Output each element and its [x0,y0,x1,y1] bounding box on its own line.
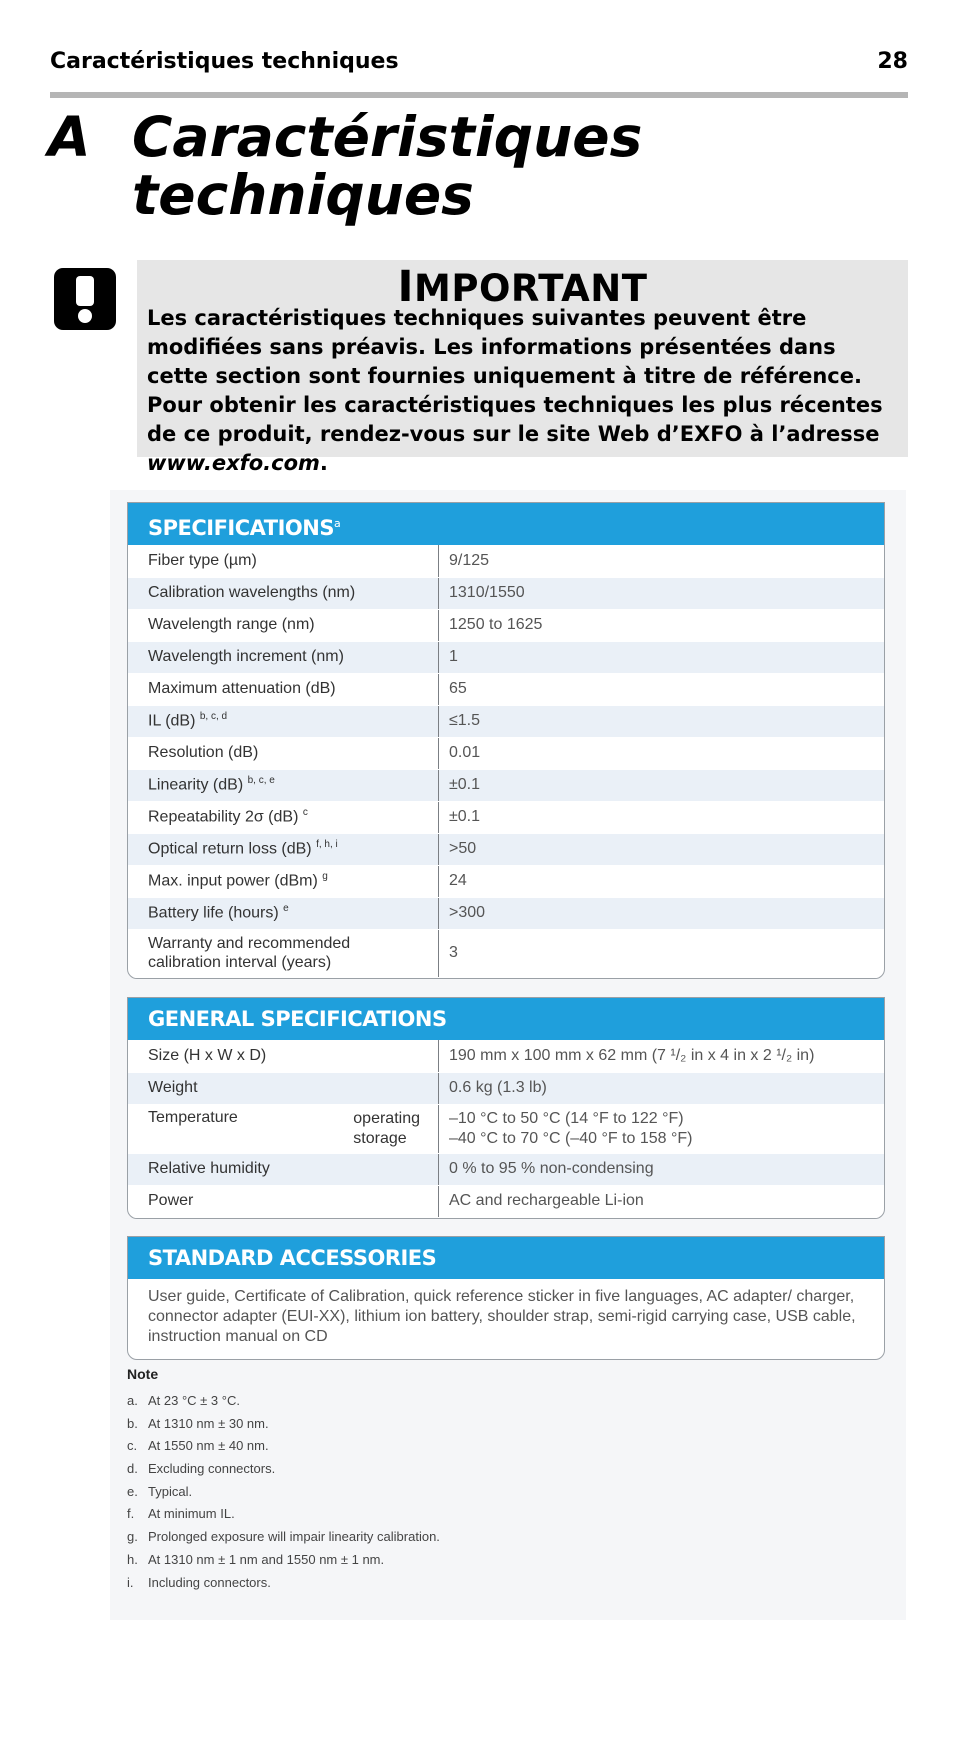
note-text: At 23 °C ± 3 °C. [148,1393,240,1408]
notes [127,1366,440,1594]
spec-value: 65 [439,673,885,705]
accessories-text: User guide, Certificate of Calibration, quick reference sticker in five languages, AC adapter/ charger, connector adapter (EUI-XX), lithium ion battery, shoulder strap, semi-rigid carrying case, USB cable, instruction manual on CD [148,1288,856,1345]
table-row [128,929,884,977]
spec-value: >50 [439,833,885,865]
note-key: c. [127,1438,138,1454]
spec-value: 3 [439,929,885,977]
table-row [128,545,884,577]
spec-value: AC and rechargeable Li-ion [439,1185,885,1217]
note-item [127,1481,440,1504]
general-specifications-heading: GENERAL SPECIFICATIONS [128,998,884,1040]
spec-value: 0 % to 95 % non-condensing [439,1153,885,1185]
table-row [128,801,884,833]
standard-accessories-heading: STANDARD ACCESSORIES [128,1237,884,1279]
note-key: b. [127,1415,138,1431]
page-number: 28 [877,49,908,74]
table-row [128,673,884,705]
table-row [128,705,884,737]
note-text: At 1550 nm ± 40 nm. [148,1438,269,1454]
spec-label: Size (H x W x D) [128,1040,439,1072]
note-item [127,1435,440,1458]
spec-value: 0.6 kg (1.3 lb) [439,1072,885,1104]
spec-label: Battery life (hours) $^e$ [128,897,439,929]
spec-value: 0.01 [439,737,885,769]
note-key: f. [127,1506,135,1522]
table-row [128,737,884,769]
standard-accessories-panel [127,1236,885,1360]
spec-value: >300 [439,897,885,929]
note-text: Prolonged exposure will impair linearity calibration. [148,1529,440,1545]
notes-heading: Note [127,1366,159,1382]
header-rule [50,92,908,98]
important-icon [54,268,116,330]
table-row [128,1072,884,1104]
table-row [128,833,884,865]
notes-list [127,1390,440,1594]
note-key: e. [127,1483,138,1499]
note-key: d. [127,1461,138,1477]
general-specifications-panel [127,997,885,1219]
spec-label: Warranty and recommended calibration interval (years) [128,929,439,977]
spec-value: ±0.1 [439,769,885,801]
note-item [127,1458,440,1481]
spec-label: Weight [128,1072,439,1104]
note-text: Including connectors. [148,1574,271,1590]
note-key: g. [127,1529,138,1545]
chapter-letter: A [48,105,91,169]
note-text: At 1310 nm ± 30 nm. [148,1415,269,1431]
spec-label: Resolution (dB) [128,737,439,769]
note-text: Typical. [148,1483,193,1499]
spec-label [128,1104,439,1153]
note-item [127,1503,440,1526]
note-item [127,1526,440,1549]
footnote-ref: g [322,871,328,883]
temperature-storage: storage [353,1129,407,1147]
note-key: h. [127,1551,138,1567]
spec-label: Repeatability 2σ (dB) $^c$ [128,801,439,833]
specifications-panel [127,502,885,979]
spec-label: IL (dB) $^{b, c, d}$ [128,705,439,737]
spec-label: Power [128,1185,439,1217]
note-text: At minimum IL. [148,1506,235,1522]
running-title: Caractéristiques techniques [50,49,399,74]
note-item [127,1390,440,1413]
spec-label: Maximum attenuation (dB) [128,673,439,705]
note-item [127,1549,440,1572]
important-text: Les caractéristiques techniques suivantes peuvent être modifiées sans préavis. Les informations présentées dans cette section sont fournies uniquement à titre de référence. Pour obtenir les caractéristiques techniques les plus récentes de ce produit, rendez-vous sur le site Web d’EXFO à l’adresse www.exfo.com. [147,306,883,475]
spec-label: Fiber type (µm) [128,545,439,577]
note-key: a. [127,1393,138,1408]
table-row [128,865,884,897]
note-item [127,1572,440,1595]
table-row [128,1040,884,1072]
exfo-link[interactable]: www.exfo.com [147,451,320,475]
footnote-ref: e [283,903,289,915]
note-text: Excluding connectors. [148,1461,276,1477]
table-row [128,897,884,929]
spec-label: Wavelength range (nm) [128,609,439,641]
spec-value: 24 [439,865,885,897]
spec-value: 1250 to 1625 [439,609,885,641]
spec-label: Wavelength increment (nm) [128,641,439,673]
table-row [128,769,884,801]
chapter-title-text: Caractéristiques techniques [132,105,643,227]
running-header [50,44,908,74]
footnote-ref: c [302,807,308,819]
note-key: i. [127,1574,134,1590]
table-row [128,641,884,673]
table-row [128,609,884,641]
spec-value: 1310/1550 [439,577,885,609]
note-item [127,1413,440,1436]
table-row [128,1153,884,1185]
spec-value: ±0.1 [439,801,885,833]
footnote-ref: f, h, i [316,839,338,851]
specifications-heading: SPECIFICATIONS$^a$ [128,503,884,545]
spec-label: Optical return loss (dB) $^{f, h, i}$ [128,833,439,865]
spec-label: Relative humidity [128,1153,439,1185]
table-row [128,577,884,609]
temperature-operating: operating [353,1109,420,1127]
table-row [128,1185,884,1217]
spec-label: Linearity (dB) $^{b, c, e}$ [128,769,439,801]
general-specifications-table [128,1040,884,1218]
important-box [137,260,908,475]
spec-value: ≤1.5 [439,705,885,737]
spec-label: Calibration wavelengths (nm) [128,577,439,609]
spec-value: –10 °C to 50 °C (14 °F to 122 °F) –40 °C to 70 °C (–40 °F to 158 °F) [439,1104,885,1153]
spec-value: 190 mm x 100 mm x 62 mm (7 ¹/₂ in x 4 in x 2 ¹/₂ in) [439,1040,885,1072]
footnote-ref: b, c, d [199,711,228,723]
spec-label: Max. input power (dBm) $^g$ [128,865,439,897]
temperature-label: Temperature [148,1108,238,1126]
note-text: At 1310 nm ± 1 nm and 1550 nm ± 1 nm. [148,1551,385,1567]
spec-value: 9/125 [439,545,885,577]
table-row [128,1104,884,1153]
spec-value: 1 [439,641,885,673]
specifications-table [128,545,884,978]
important-title: IMPORTANT [397,262,648,312]
footnote-ref: b, c, e [247,775,275,787]
